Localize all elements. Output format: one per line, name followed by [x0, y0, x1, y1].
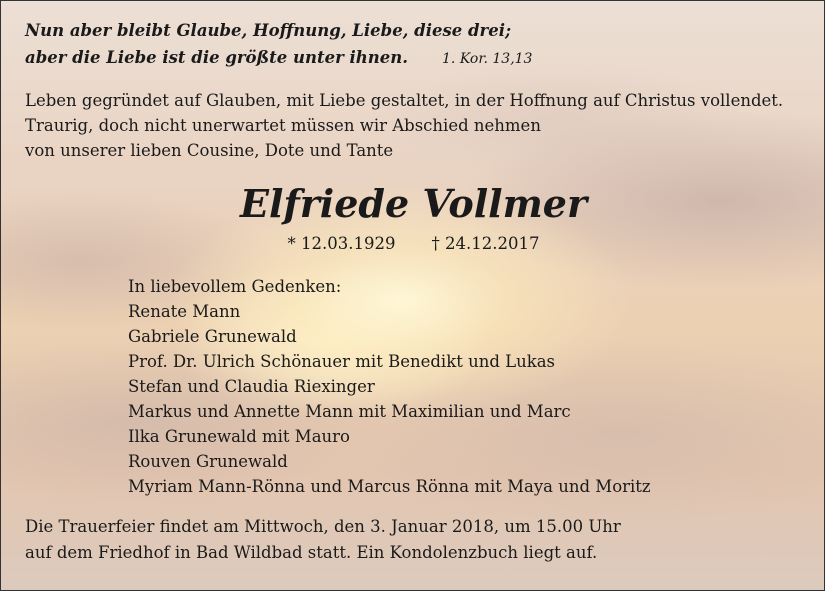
service-info-line-2: auf dem Friedhof in Bad Wildbad statt. Ein Kondolenzbuch liegt auf.	[25, 543, 598, 562]
death-date: † 24.12.2017	[431, 234, 540, 253]
birth-date: * 12.03.1929	[287, 234, 396, 253]
mourner-name: Rouven Grunewald	[128, 452, 288, 471]
service-info-line-1: Die Trauerfeier findet am Mittwoch, den 3. Januar 2018, um 15.00 Uhr	[25, 517, 621, 536]
deceased-name: Elfriede Vollmer	[240, 181, 587, 226]
mourner-name: Prof. Dr. Ulrich Schönauer mit Benedikt und Lukas	[128, 352, 556, 371]
mourner-name: Ilka Grunewald mit Mauro	[128, 427, 350, 446]
bible-verse-line-1	[25, 21, 511, 40]
intro-line-2: Traurig, doch nicht unerwartet müssen wir Abschied nehmen	[25, 116, 541, 135]
intro-line-1: Leben gegründet auf Glauben, mit Liebe gestaltet, in der Hoffnung auf Christus vollendet.	[25, 91, 784, 110]
bible-verse-text-2: aber die Liebe ist die größte unter ihnen.	[25, 48, 409, 67]
mourner-name: Gabriele Grunewald	[128, 327, 297, 346]
intro-line-3: von unserer lieben Cousine, Dote und Tante	[25, 141, 394, 160]
bible-verse-text-1: Nun aber bleibt Glaube, Hoffnung, Liebe, diese drei;	[25, 21, 512, 40]
bible-verse-line-2	[25, 48, 532, 67]
life-dates	[1, 234, 825, 253]
mourner-name: Markus und Annette Mann mit Maximilian und Marc	[128, 402, 571, 421]
mourner-name: Renate Mann	[128, 302, 241, 321]
mourners-heading: In liebevollem Gedenken:	[128, 277, 342, 296]
mourner-name: Stefan und Claudia Riexinger	[128, 377, 375, 396]
bible-verse-reference: 1. Kor. 13,13	[442, 51, 533, 67]
mourner-name: Myriam Mann-Rönna und Marcus Rönna mit Maya und Moritz	[128, 477, 651, 496]
